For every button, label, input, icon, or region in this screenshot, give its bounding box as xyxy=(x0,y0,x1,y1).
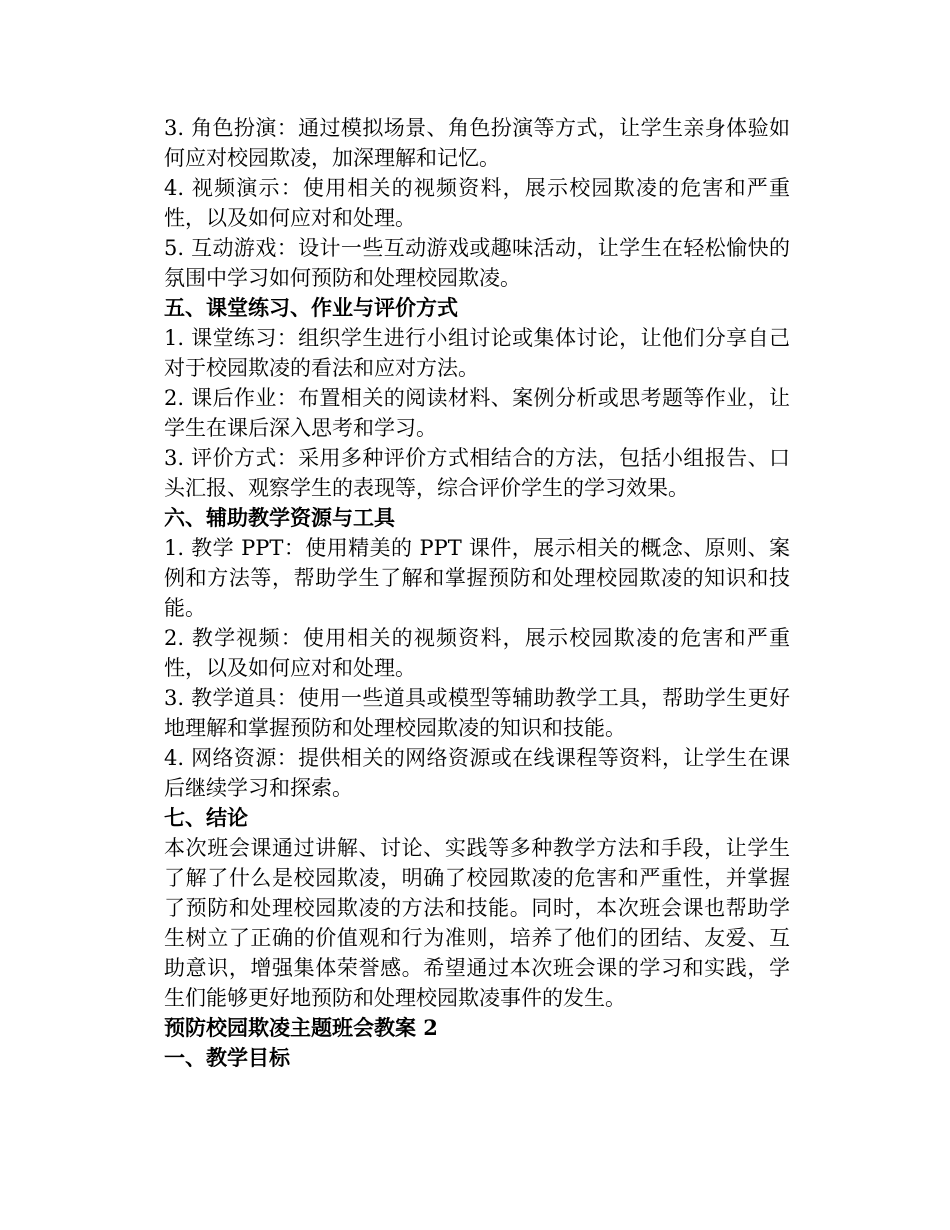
paragraph-video-demo: 4. 视频演示：使用相关的视频资料，展示校园欺凌的危害和严重性，以及如何应对和处理。 xyxy=(164,176,790,230)
heading-section-7: 七、结论 xyxy=(164,805,248,830)
paragraph-conclusion: 本次班会课通过讲解、讨论、实践等多种教学方法和手段，让学生了解了什么是校园欺凌，明确了校园欺凌的危害和严重性，并掌握了预防和处理校园欺凌的方法和技能。同时，本次班会课也帮助学生树立了正确的价值观和行为准则，培养了他们的团结、友爱、互助意识，增强集体荣誉感。希望通过本次班会课的学习和实践，学生们能够更好地预防和处理校园欺凌事件的发生。 xyxy=(164,836,790,1010)
paragraph-interactive-game: 5. 互动游戏：设计一些互动游戏或趣味活动，让学生在轻松愉快的氛围中学习如何预防和处理校园欺凌。 xyxy=(164,236,790,290)
paragraph-evaluation: 3. 评价方式：采用多种评价方式相结合的方法，包括小组报告、口头汇报、观察学生的表现等，综合评价学生的学习效果。 xyxy=(164,446,790,500)
paragraph-teaching-props: 3. 教学道具：使用一些道具或模型等辅助教学工具，帮助学生更好地理解和掌握预防和处理校园欺凌的知识和技能。 xyxy=(164,686,790,740)
paragraph-class-exercise: 1. 课堂练习：组织学生进行小组讨论或集体讨论，让他们分享自己对于校园欺凌的看法和应对方法。 xyxy=(164,326,790,380)
paragraph-teaching-video: 2. 教学视频：使用相关的视频资料，展示校园欺凌的危害和严重性，以及如何应对和处理。 xyxy=(164,626,790,680)
paragraph-homework: 2. 课后作业：布置相关的阅读材料、案例分析或思考题等作业，让学生在课后深入思考和学习。 xyxy=(164,386,790,440)
paragraph-role-play: 3. 角色扮演：通过模拟场景、角色扮演等方式，让学生亲身体验如何应对校园欺凌，加深理解和记忆。 xyxy=(164,116,790,170)
heading-lesson-plan-2: 预防校园欺凌主题班会教案 2 xyxy=(164,1015,438,1040)
paragraph-teaching-ppt: 1. 教学 PPT：使用精美的 PPT 课件，展示相关的概念、原则、案例和方法等，帮助学生了解和掌握预防和处理校园欺凌的知识和技能。 xyxy=(164,536,790,620)
heading-teaching-goals: 一、教学目标 xyxy=(164,1045,290,1070)
paragraph-online-resources: 4. 网络资源：提供相关的网络资源或在线课程等资料，让学生在课后继续学习和探索。 xyxy=(164,746,790,800)
heading-section-6: 六、辅助教学资源与工具 xyxy=(164,505,395,530)
heading-section-5: 五、课堂练习、作业与评价方式 xyxy=(164,295,458,320)
document-page xyxy=(164,113,790,1073)
